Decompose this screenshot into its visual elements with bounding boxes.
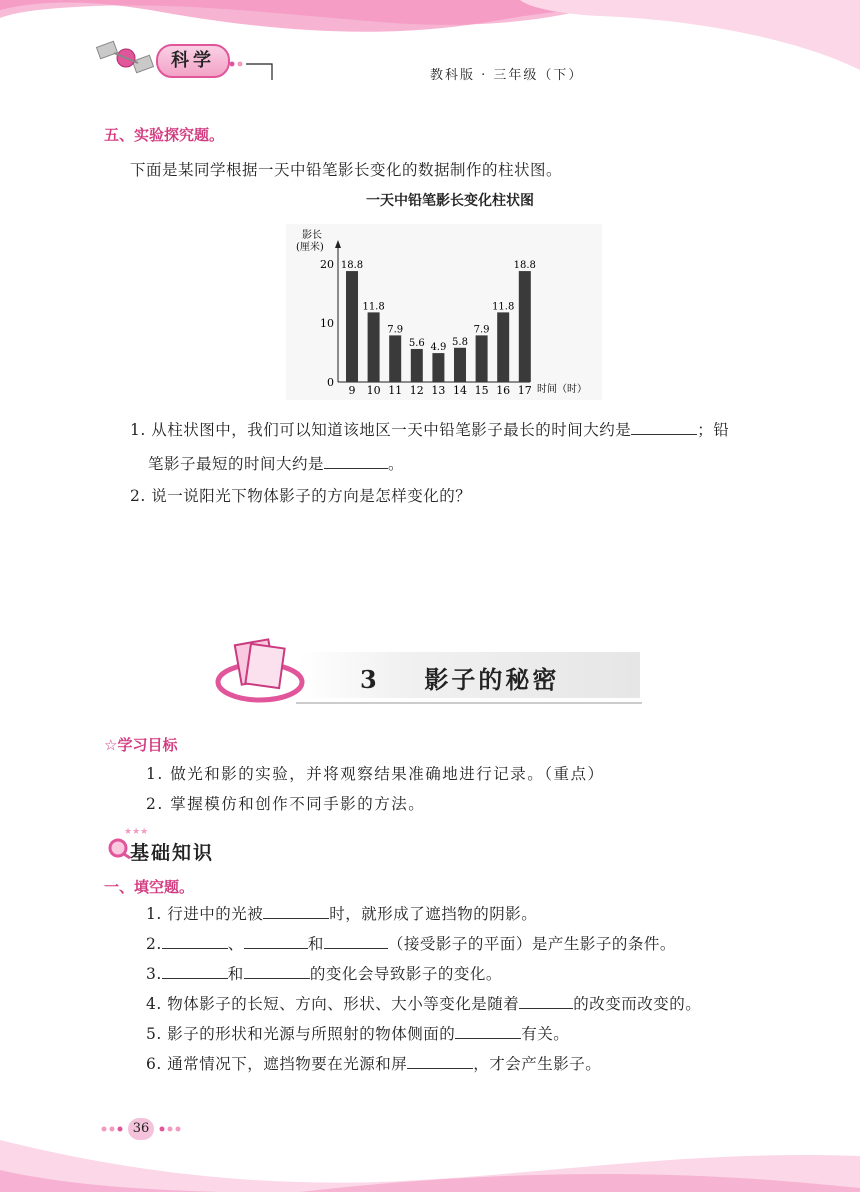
fill-question-2-text-c: 和 (307, 935, 324, 953)
fill-question-6 (146, 1052, 601, 1074)
learning-goals-title: ☆学习目标 (104, 736, 178, 754)
answer-blank-q1[interactable] (263, 904, 329, 919)
y-axis-label-line1: 影长 (302, 230, 322, 241)
basic-knowledge-title: 基础知识 (130, 842, 215, 864)
answer-blank-q3-a[interactable] (162, 964, 228, 979)
fill-question-4 (146, 992, 701, 1014)
bar-value-label: 5.6 (408, 337, 425, 349)
fill-question-3-text-c: 的变化会导致影子的变化。 (309, 965, 502, 983)
learning-goal-2: 2. 掌握模仿和创作不同手影的方法。 (146, 795, 426, 813)
x-tick-label: 14 (453, 384, 467, 397)
answer-blank-q3-b[interactable] (244, 964, 310, 979)
x-tick-label: 15 (474, 384, 489, 397)
x-tick-label: 9 (348, 384, 356, 397)
fill-question-6-text-b: ，才会产生影子。 (473, 1055, 602, 1073)
fill-question-2-text-a: 2. (146, 935, 162, 953)
fill-question-1-text-a: 1. 行进中的光被 (146, 905, 264, 923)
fill-question-3-text-b: 和 (227, 965, 244, 983)
section-title-experiment: 五、实验探究题。 (104, 126, 225, 144)
satellite-icon (96, 36, 158, 82)
y-tick-label: 10 (320, 317, 334, 330)
bar-value-label: 7.9 (387, 324, 404, 336)
fill-question-2 (146, 932, 676, 954)
bar-value-label: 4.9 (430, 342, 447, 354)
question-5-1-text-b: ；铅 (697, 421, 730, 439)
bar-value-label: 18.8 (513, 260, 536, 272)
question-5-1-text-a: 1. 从柱状图中，我们可以知道该地区一天中铅笔影子最长的时间大约是 (130, 421, 632, 439)
arrow-decoration-icon (226, 52, 276, 82)
bar-12 (411, 349, 423, 382)
fill-question-5 (146, 1022, 569, 1044)
answer-blank-shortest-time[interactable] (324, 454, 388, 469)
bar-9 (346, 271, 358, 382)
x-tick-label: 10 (366, 384, 381, 397)
x-tick-label: 13 (431, 384, 446, 397)
bar-value-label: 7.9 (473, 324, 490, 336)
shadow-length-bar-chart (286, 224, 602, 400)
learning-goal-1: 1. 做光和影的实验，并将观察结果准确地进行记录。（重点） (146, 765, 605, 783)
lesson-title-text: 影子的秘密 (424, 665, 560, 694)
fill-question-5-text-a: 5. 影子的形状和光源与所照射的物体侧面的 (146, 1025, 456, 1043)
answer-blank-q6[interactable] (407, 1054, 473, 1069)
footer-wave-decoration (0, 1100, 860, 1192)
x-tick-label: 11 (388, 384, 403, 397)
answer-blank-q5[interactable] (455, 1024, 521, 1039)
bar-15 (476, 335, 488, 382)
bar-16 (497, 312, 509, 382)
bar-value-label: 18.8 (340, 260, 364, 272)
subject-badge: 科学 (156, 44, 230, 78)
fill-question-6-text-a: 6. 通常情况下，遮挡物要在光源和屏 (146, 1055, 408, 1073)
x-tick-label: 17 (517, 384, 532, 397)
question-5-1-text-d: 。 (388, 455, 405, 473)
folder-papers-icon (212, 632, 312, 708)
bar-value-label: 11.8 (362, 301, 385, 313)
y-tick-label: 20 (320, 258, 334, 271)
bar-17 (519, 271, 531, 382)
answer-blank-longest-time[interactable] (631, 420, 697, 435)
bar-11 (389, 335, 401, 382)
question-5-1 (130, 418, 729, 440)
lesson-number: 3 (360, 665, 380, 694)
question-5-1-text-c: 笔影子最短的时间大约是 (148, 455, 325, 473)
section-title-fill-blank: 一、填空题。 (104, 878, 195, 896)
y-axis-label-line2: (厘米) (296, 242, 324, 253)
edition-label: 教科版 · 三年级（下） (430, 68, 584, 83)
y-tick-label: 0 (327, 376, 334, 389)
x-tick-label: 12 (409, 384, 424, 397)
fill-question-1 (146, 902, 537, 924)
fill-question-4-text-b: 的改变而改变的。 (573, 995, 702, 1013)
bar-14 (454, 348, 466, 382)
fill-question-2-text-d: （接受影子的平面）是产生影子的条件。 (387, 935, 676, 953)
bar-value-label: 5.8 (452, 336, 468, 348)
bar-10 (368, 312, 380, 382)
fill-question-1-text-b: 时，就形成了遮挡物的阴影。 (329, 905, 538, 923)
answer-blank-q2-a[interactable] (162, 934, 228, 949)
svg-text:★★★: ★★★ (124, 827, 149, 837)
lesson-heading (360, 660, 559, 695)
x-axis-label: 时间（时） (537, 384, 587, 395)
fill-question-2-text-b: 、 (227, 935, 244, 953)
question-5-1-continued (148, 452, 404, 474)
fill-question-5-text-b: 有关。 (521, 1025, 570, 1043)
x-tick-label: 16 (496, 384, 511, 397)
lesson-title-underline (296, 700, 642, 706)
question-5-2: 2. 说一说阳光下物体影子的方向是怎样变化的？ (130, 487, 472, 505)
chart-intro-text: 下面是某同学根据一天中铅笔影长变化的数据制作的柱状图。 (130, 161, 563, 179)
answer-blank-q2-c[interactable] (324, 934, 388, 949)
fill-question-3-text-a: 3. (146, 965, 162, 983)
bar-13 (432, 353, 444, 382)
fill-question-4-text-a: 4. 物体影子的长短、方向、形状、大小等变化是随着 (146, 995, 520, 1013)
answer-blank-q2-b[interactable] (244, 934, 308, 949)
bar-value-label: 11.8 (492, 301, 515, 313)
answer-blank-q4[interactable] (519, 994, 573, 1009)
fill-question-3 (146, 962, 502, 984)
page-number: 36 (128, 1118, 154, 1140)
chart-title: 一天中铅笔影长变化柱状图 (366, 193, 534, 209)
